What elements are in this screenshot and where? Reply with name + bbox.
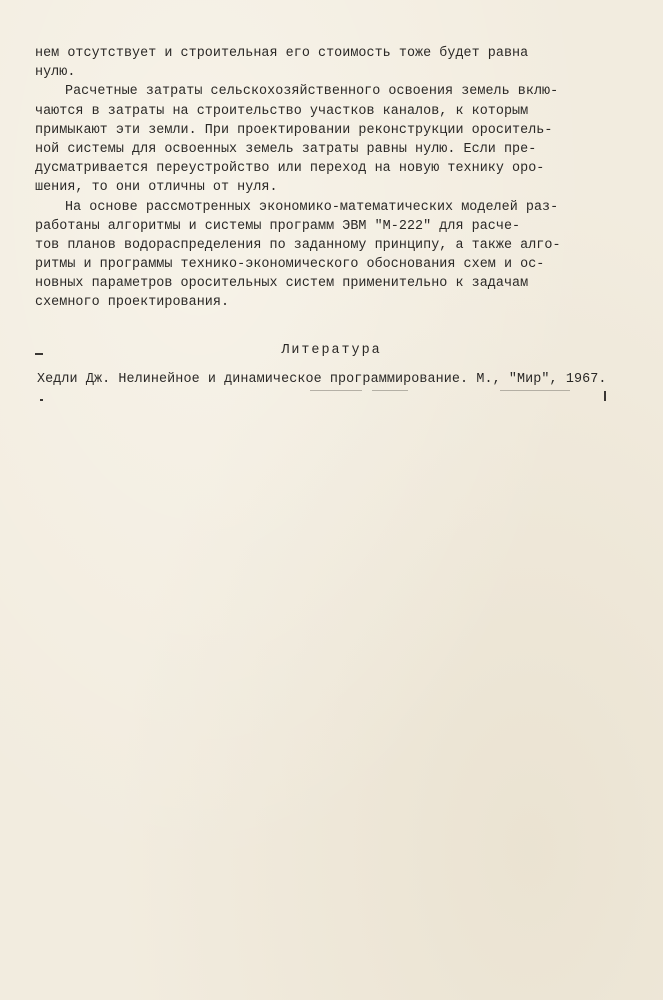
margin-dot-mark [40, 399, 43, 401]
pencil-underline-mark [310, 390, 362, 391]
body-line: На основе рассмотренных экономико-математических моделей раз- [65, 199, 559, 215]
pencil-underline-mark [500, 390, 570, 391]
literature-heading: Литература [281, 343, 382, 358]
body-line: схемного проектирования. [35, 295, 230, 311]
body-line: Расчетные затраты сельскохозяйственного освоения земель вклю- [65, 84, 559, 100]
body-line: шения, то они отличны от нуля. [35, 180, 278, 196]
body-line: нем отсутствует и строительная его стоимость тоже будет равна [35, 46, 529, 61]
body-text [35, 44, 615, 313]
body-line: ной системы для освоенных земель затраты равны нулю. Если пре- [35, 141, 537, 157]
body-line: чаются в затраты на строительство участков каналов, к которым [35, 103, 529, 119]
body-line: тов планов водораспределения по заданному принципу, а также алго- [35, 237, 561, 253]
margin-bar-mark [604, 391, 606, 401]
body-line: нулю. [35, 65, 76, 81]
pencil-underline-mark [372, 390, 408, 391]
body-line: ритмы и программы технико-экономического обоснования схем и ос- [35, 257, 545, 273]
body-line: дусматривается переустройство или переход на новую технику оро- [35, 161, 545, 177]
body-line: работаны алгоритмы и системы программ ЭВМ "М-222" для расче- [35, 218, 521, 234]
body-line: новных параметров оросительных систем применительно к задачам [35, 276, 529, 292]
literature-reference: Хедли Дж. Нелинейное и динамическое программирование. М., "Мир", 1967. [37, 372, 607, 387]
body-line: примыкают эти земли. При проектировании реконструкции ороситель- [35, 122, 553, 138]
